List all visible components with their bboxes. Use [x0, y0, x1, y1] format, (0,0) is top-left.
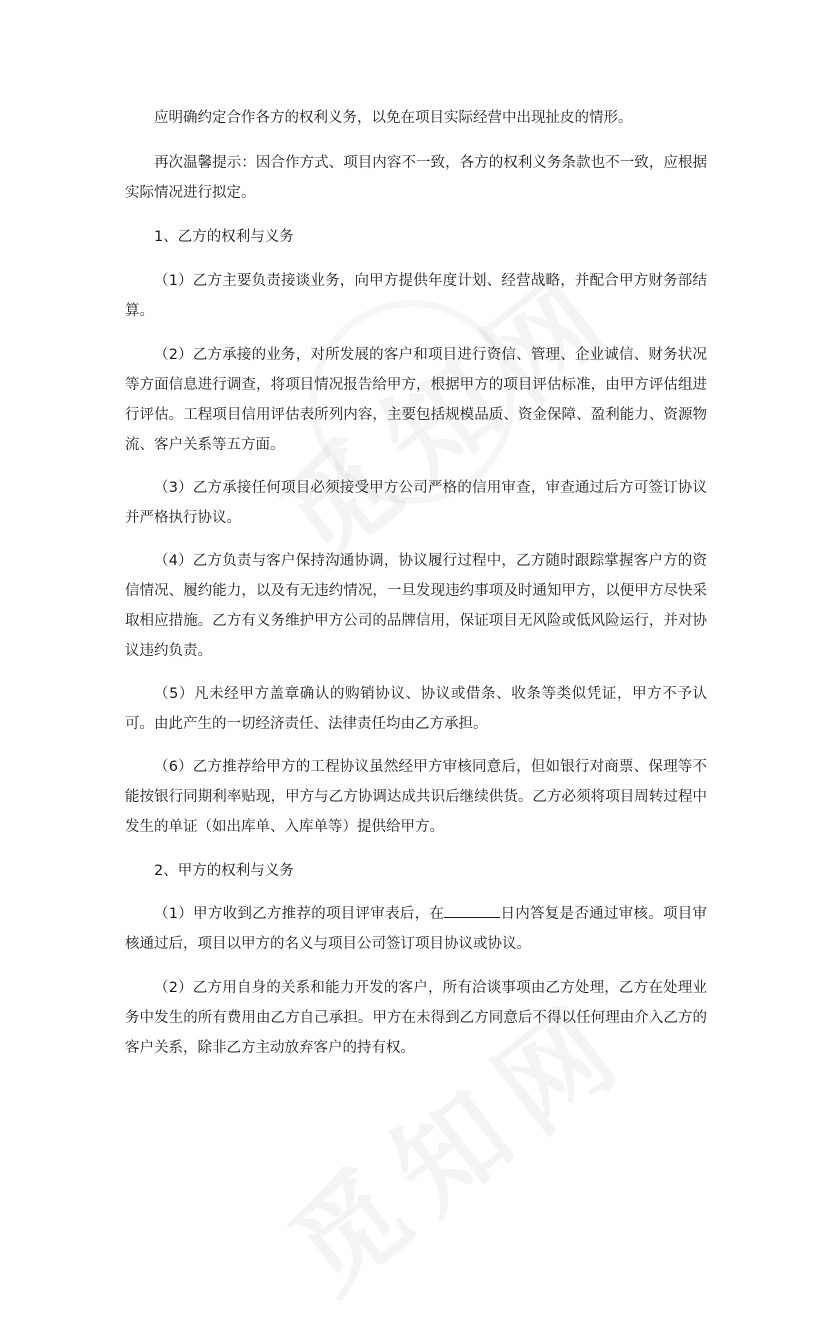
- clause-a-2: （2）乙方用自身的关系和能力开发的客户，所有洽谈事项由乙方处理，乙方在处理业务中发生的所有费用由乙方自己承担。甲方在未得到乙方同意后不得以任何理由介入乙方的客户关系，除非乙方主动放弃客户的持有权。: [125, 980, 707, 1056]
- clause-a-1-text-after: 日内答复是否通过审核。项目审核通过后，项目以甲方的名义与项目公司签订项目协议或协议。: [125, 906, 708, 952]
- clause-a-1: [125, 899, 707, 959]
- section-heading-party-a: 2、甲方的权利与义务: [154, 863, 294, 879]
- clause-b-5: （5）凡未经甲方盖章确认的购销协议、协议或借条、收条等类似凭证，甲方不予认可。由此产生的一切经济责任、法律责任均由乙方承担。: [125, 686, 707, 732]
- section-heading-party-b: 1、乙方的权利与义务: [154, 229, 294, 245]
- paragraph-reminder: 再次温馨提示：因合作方式、项目内容不一致，各方的权利义务条款也不一致，应根据实际情况进行拟定。: [125, 155, 707, 201]
- paragraph-intro: 应明确约定合作各方的权利义务，以免在项目实际经营中出现扯皮的情形。: [154, 110, 633, 126]
- clause-b-6: （6）乙方推荐给甲方的工程协议虽然经甲方审核同意后，但如银行对商票、保理等不能按银行同期利率贴现，甲方与乙方协调达成共识后继续供货。乙方必须将项目周转过程中发生的单证（如出库单、入库单等）提供给甲方。: [125, 759, 707, 835]
- clause-b-1: （1）乙方主要负责接谈业务，向甲方提供年度计划、经营战略，并配合甲方财务部结算。: [125, 273, 707, 319]
- fill-in-blank-days[interactable]: [444, 903, 500, 918]
- clause-b-4: （4）乙方负责与客户保持沟通协调，协议履行过程中，乙方随时跟踪掌握客户方的资信情况、履约能力，以及有无违约情况，一旦发现违约事项及时通知甲方，以便甲方尽快采取相应措施。乙方有义务维护甲方公司的品牌信用，保证项目无风险或低风险运行，并对协议违约负责。: [125, 553, 707, 659]
- clause-b-3: （3）乙方承接任何项目必须接受甲方公司严格的信用审查，审查通过后方可签订协议并严格执行协议。: [125, 480, 707, 526]
- clause-b-2: （2）乙方承接的业务，对所发展的客户和项目进行资信、管理、企业诚信、财务状况等方面信息进行调查，将项目情况报告给甲方，根据甲方的项目评估标准，由甲方评估组进行评估。工程项目信用评估表所列内容，主要包括规模品质、资金保障、盈利能力、资源物流、客户关系等五方面。: [125, 347, 707, 453]
- clause-a-1-text-before: （1）甲方收到乙方推荐的项目评审表后，在: [154, 906, 445, 922]
- document-body: [125, 103, 707, 1063]
